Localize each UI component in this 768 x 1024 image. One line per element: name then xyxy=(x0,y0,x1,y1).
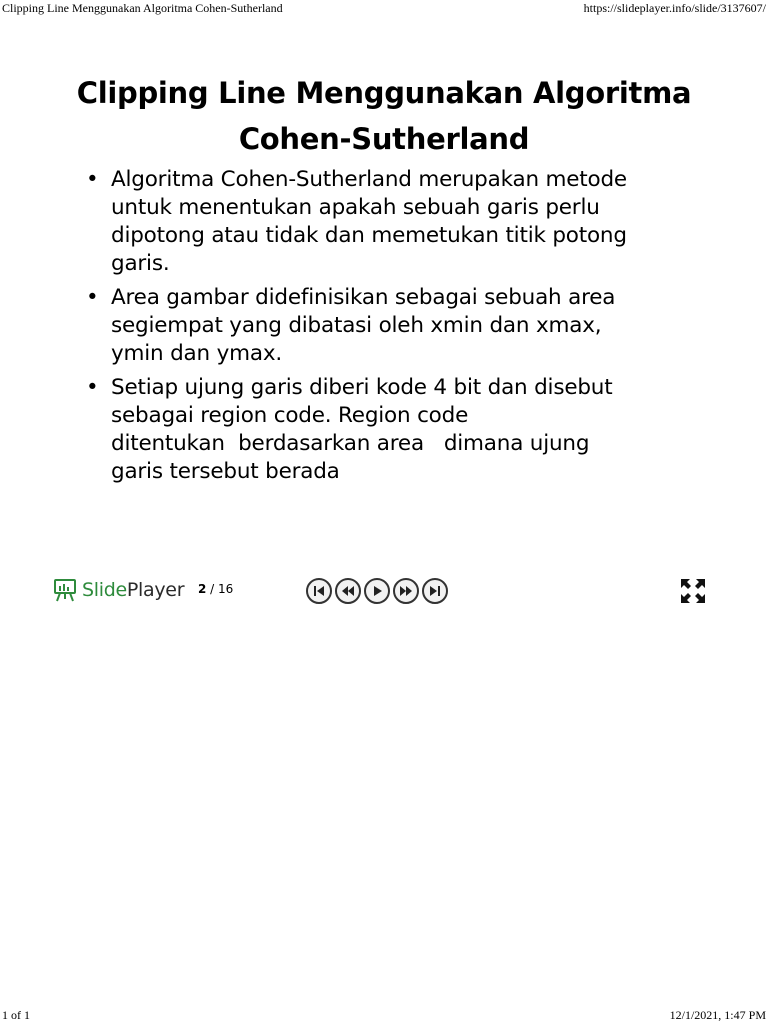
print-header-title: Clipping Line Menggunakan Algoritma Cohen-Sutherland xyxy=(2,1,283,15)
next-slide-button[interactable] xyxy=(393,578,419,604)
bullet-list xyxy=(56,166,712,486)
slideplayer-logo[interactable] xyxy=(52,576,184,604)
slide-title xyxy=(56,70,712,162)
bullet-item xyxy=(86,284,712,368)
slide xyxy=(56,56,712,516)
first-icon xyxy=(312,584,326,598)
bullet-dot: • xyxy=(86,285,99,310)
logo-text-player: Player xyxy=(126,579,185,601)
fullscreen-icon xyxy=(680,578,706,604)
bullet-text: Area gambar didefinisikan sebagai sebuah area segiempat yang dibatasi oleh xmin dan xmax, ymin dan ymax. xyxy=(111,285,616,366)
print-footer-page-info: 1 of 1 xyxy=(2,1008,30,1022)
play-button[interactable] xyxy=(364,578,390,604)
previous-slide-button[interactable] xyxy=(335,578,361,604)
slide-title-line2: Cohen-Sutherland xyxy=(238,122,530,156)
bullet-item xyxy=(86,374,712,486)
print-header xyxy=(0,0,768,16)
bullet-dot: • xyxy=(86,375,99,400)
playback-controls xyxy=(306,578,448,604)
bullet-item xyxy=(86,166,712,278)
slide-title-line1: Clipping Line Menggunakan Algoritma xyxy=(76,76,692,110)
last-icon xyxy=(428,584,442,598)
bullet-text: Algoritma Cohen-Sutherland merupakan metode untuk menentukan apakah sebuah garis perlu dipotong atau tidak dan memetukan titik potong garis. xyxy=(111,167,627,276)
bullet-dot: • xyxy=(86,167,99,192)
page-counter xyxy=(198,582,233,596)
last-slide-button[interactable] xyxy=(422,578,448,604)
next-icon xyxy=(399,584,413,598)
presentation-board-icon xyxy=(52,577,78,603)
logo-text xyxy=(82,579,184,601)
print-footer xyxy=(0,1006,768,1024)
player-bar xyxy=(52,572,714,612)
print-header-url: https://slideplayer.info/slide/3137607/ xyxy=(583,1,766,15)
play-icon xyxy=(370,584,384,598)
current-page: 2 xyxy=(198,582,207,596)
bullet-text: Setiap ujung garis diberi kode 4 bit dan disebut sebagai region code. Region code ditentukan berdasarkan area dimana ujung garis tersebut berada xyxy=(111,375,613,484)
total-pages: 16 xyxy=(218,582,234,596)
fullscreen-button[interactable] xyxy=(680,578,706,604)
page-separator: / xyxy=(206,582,219,596)
previous-icon xyxy=(341,584,355,598)
print-footer-datetime: 12/1/2021, 1:47 PM xyxy=(669,1008,766,1022)
logo-text-slide: Slide xyxy=(82,579,127,601)
first-slide-button[interactable] xyxy=(306,578,332,604)
